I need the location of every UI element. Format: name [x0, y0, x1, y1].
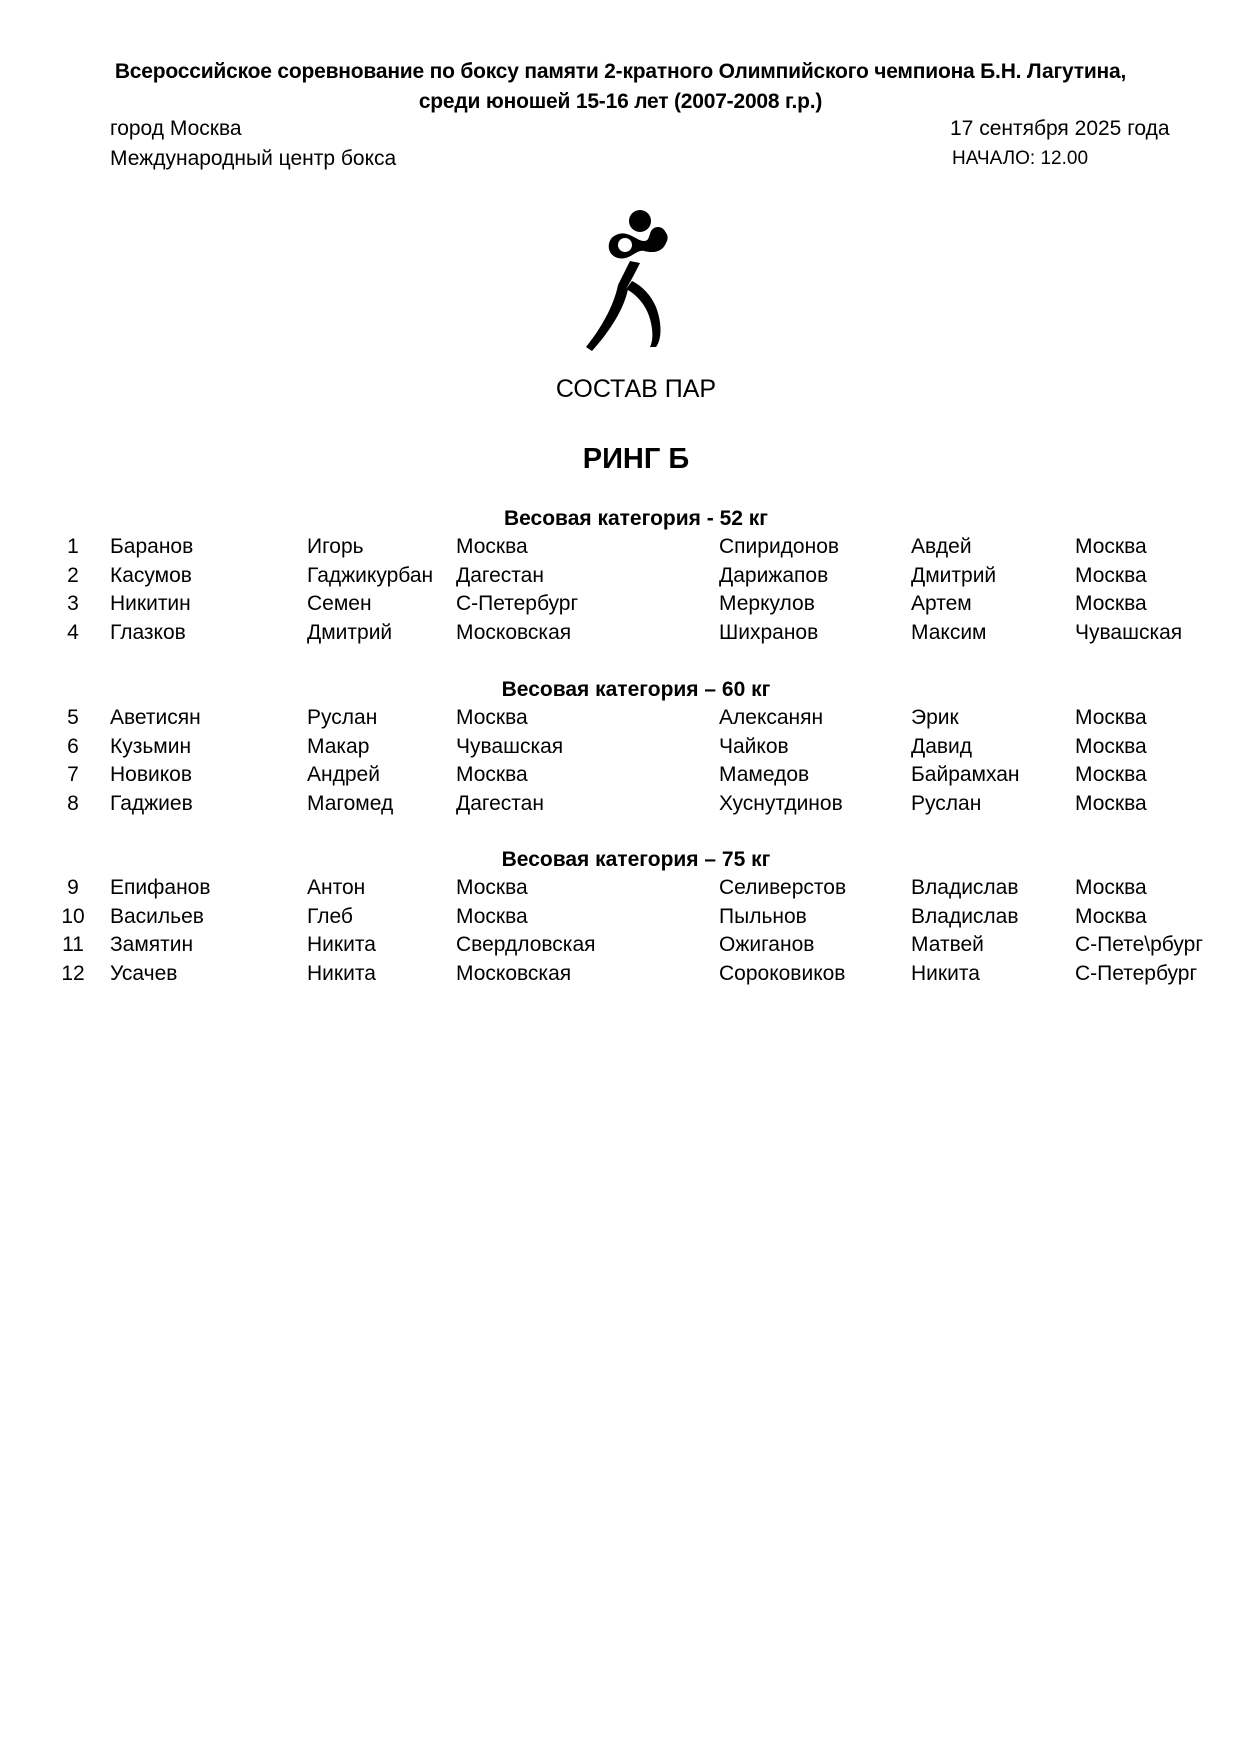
bout-row [0, 564, 1241, 593]
red-corner-first-name: Антон [307, 876, 366, 899]
venue-label: Международный центр бокса [110, 147, 397, 170]
red-corner-first-name: Андрей [307, 763, 380, 786]
blue-corner-last-name: Спиридонов [719, 535, 840, 558]
blue-corner-first-name: Артем [911, 592, 972, 615]
blue-corner-region: Москва [1075, 706, 1147, 729]
bout-row [0, 735, 1241, 764]
blue-corner-first-name: Авдей [911, 535, 972, 558]
red-corner-region: Московская [456, 961, 572, 985]
bout-number: 5 [67, 706, 79, 729]
blue-corner-first-name: Владислав [911, 904, 1019, 928]
bout-number: 7 [67, 763, 79, 786]
blue-corner-first-name: Дмитрий [911, 563, 997, 587]
red-corner-region: Московская [456, 620, 572, 644]
blue-corner-last-name: Меркулов [719, 592, 815, 615]
bout-row [0, 933, 1241, 962]
red-corner-last-name: Касумов [110, 563, 192, 587]
red-corner-first-name: Глеб [307, 904, 353, 928]
blue-corner-last-name: Хуснутдинов [719, 791, 843, 815]
red-corner-region: Чувашская [456, 734, 564, 758]
blue-corner-first-name: Никита [911, 961, 980, 985]
red-corner-region: Москва [456, 763, 528, 786]
blue-corner-first-name: Владислав [911, 876, 1019, 899]
bout-number: 4 [67, 620, 79, 644]
bout-row [0, 792, 1241, 821]
blue-corner-region: Москва [1075, 763, 1147, 786]
blue-corner-last-name: Алексанян [719, 706, 824, 729]
red-corner-first-name: Семен [307, 592, 372, 615]
red-corner-region: Свердловская [456, 933, 596, 956]
blue-corner-first-name: Эрик [911, 706, 959, 729]
red-corner-last-name: Гаджиев [110, 791, 193, 815]
red-corner-last-name: Глазков [110, 620, 186, 644]
weight-category-heading: Весовая категория - 52 кг [503, 507, 769, 530]
bout-number: 10 [61, 904, 85, 928]
red-corner-first-name: Никита [307, 933, 376, 956]
blue-corner-last-name: Дарижапов [719, 563, 829, 587]
blue-corner-region: Москва [1075, 876, 1147, 899]
red-corner-last-name: Кузьмин [110, 734, 192, 758]
red-corner-region: С-Петербург [456, 592, 579, 615]
bout-row [0, 905, 1241, 934]
blue-corner-region: С-Петербург [1075, 961, 1198, 985]
blue-corner-region: Москва [1075, 592, 1147, 615]
bout-number: 3 [67, 592, 79, 615]
blue-corner-last-name: Ожиганов [719, 933, 815, 956]
bout-row [0, 592, 1241, 621]
red-corner-last-name: Никитин [110, 592, 191, 615]
bout-row [0, 535, 1241, 564]
red-corner-first-name: Никита [307, 961, 376, 985]
red-corner-last-name: Замятин [110, 933, 194, 956]
bout-number: 6 [67, 734, 79, 758]
blue-corner-first-name: Матвей [911, 933, 984, 956]
red-corner-last-name: Баранов [110, 535, 194, 558]
red-corner-region: Дагестан [456, 791, 544, 815]
red-corner-region: Москва [456, 876, 528, 899]
red-corner-region: Москва [456, 706, 528, 729]
blue-corner-region: Москва [1075, 535, 1147, 558]
blue-corner-first-name: Максим [911, 620, 987, 644]
red-corner-last-name: Аветисян [110, 706, 201, 729]
red-corner-last-name: Васильев [110, 904, 204, 928]
weight-category-heading: Весовая категория – 60 кг [501, 678, 771, 701]
city-label: город Москва [110, 117, 242, 140]
bout-number: 11 [62, 933, 84, 956]
blue-corner-last-name: Мамедов [719, 763, 810, 786]
pairs-heading: СОСТАВ ПАР [555, 375, 717, 403]
red-corner-first-name: Игорь [307, 535, 364, 558]
red-corner-first-name: Магомед [307, 791, 394, 815]
document-title-line1: Всероссийское соревнование по боксу памяти 2-кратного Олимпийского чемпиона Б.Н. Лагутина, [114, 60, 1127, 83]
blue-corner-region: Чувашская [1075, 620, 1183, 644]
red-corner-region: Москва [456, 535, 528, 558]
bout-number: 8 [67, 791, 79, 815]
bout-row [0, 706, 1241, 735]
red-corner-first-name: Гаджикурбан [307, 563, 434, 587]
blue-corner-region: Москва [1075, 734, 1147, 758]
red-corner-region: Дагестан [456, 563, 544, 587]
red-corner-last-name: Усачев [110, 961, 178, 985]
blue-corner-last-name: Селиверстов [719, 876, 847, 899]
ring-heading: РИНГ Б [582, 443, 690, 475]
red-corner-first-name: Дмитрий [307, 620, 393, 644]
red-corner-first-name: Руслан [307, 706, 378, 729]
blue-corner-last-name: Сороковиков [719, 961, 846, 985]
red-corner-last-name: Новиков [110, 763, 192, 786]
red-corner-last-name: Епифанов [110, 876, 211, 899]
weight-category-heading: Весовая категория – 75 кг [501, 848, 771, 871]
blue-corner-last-name: Пыльнов [719, 904, 807, 928]
bout-row [0, 763, 1241, 792]
blue-corner-last-name: Шихранов [719, 620, 819, 644]
bout-row [0, 876, 1241, 905]
boxer-pictogram-icon [578, 205, 698, 365]
blue-corner-region: С-Пете\рбург [1075, 933, 1203, 956]
bout-number: 9 [67, 876, 79, 899]
bout-row [0, 621, 1241, 650]
blue-corner-last-name: Чайков [719, 734, 789, 758]
bout-row [0, 962, 1241, 991]
blue-corner-region: Москва [1075, 791, 1147, 815]
blue-corner-region: Москва [1075, 563, 1147, 587]
blue-corner-first-name: Байрамхан [911, 763, 1020, 786]
document-title-line2: среди юношей 15-16 лет (2007-2008 г.р.) [418, 90, 823, 113]
bout-number: 2 [67, 563, 79, 587]
blue-corner-region: Москва [1075, 904, 1147, 928]
blue-corner-first-name: Руслан [911, 791, 982, 815]
date-label: 17 сентября 2025 года [950, 117, 1170, 140]
start-time-label: НАЧАЛО: 12.00 [952, 148, 1089, 169]
bout-number: 1 [67, 535, 79, 558]
red-corner-region: Москва [456, 904, 528, 928]
red-corner-first-name: Макар [307, 734, 370, 758]
bout-number: 12 [61, 961, 85, 985]
blue-corner-first-name: Давид [911, 734, 973, 758]
